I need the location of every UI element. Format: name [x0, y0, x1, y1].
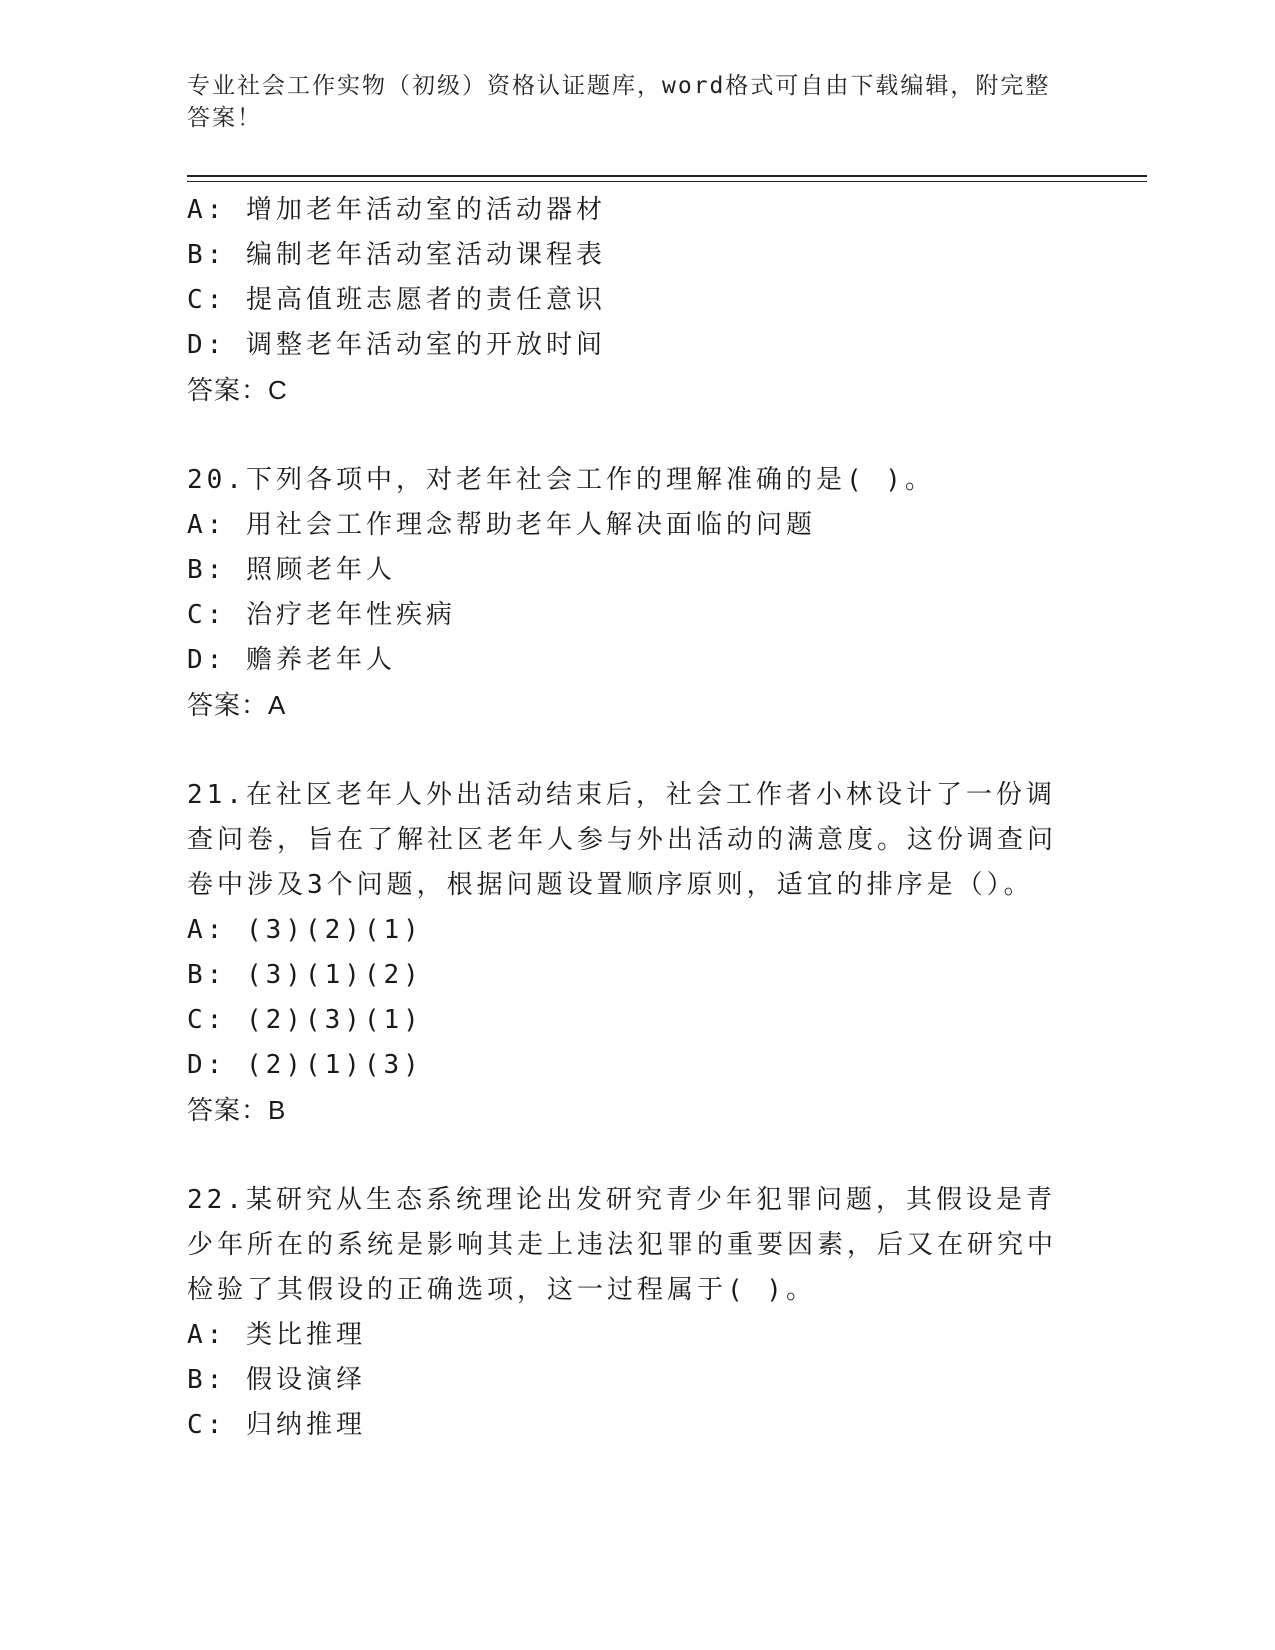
option-b: B: 照顾老年人	[187, 555, 396, 585]
option-b: B: (3)(1)(2)	[187, 960, 423, 990]
question-stem: 20.下列各项中，对老年社会工作的理解准确的是( )。	[187, 465, 935, 495]
option-a: A: 用社会工作理念帮助老年人解决面临的问题	[187, 510, 816, 540]
option-c: C: 治疗老年性疾病	[187, 600, 456, 630]
question-stem: 21.在社区老年人外出活动结束后，社会工作者小林设计了一份调查问卷，旨在了解社区老年人参与外出活动的满意度。这份调查问卷中涉及3个问题，根据问题设置顺序原则，适宜的排序是（）。	[187, 780, 1058, 900]
spacer	[187, 728, 1087, 773]
option-b: B: 编制老年活动室活动课程表	[187, 240, 606, 270]
option-d: D: 调整老年活动室的开放时间	[187, 330, 606, 360]
option-c: C: 提高值班志愿者的责任意识	[187, 285, 606, 315]
option-c: C: 归纳推理	[187, 1410, 366, 1440]
option-a: A: (3)(2)(1)	[187, 915, 423, 945]
option-a: A: 类比推理	[187, 1320, 366, 1350]
answer-line: 答案：C	[187, 375, 288, 405]
option-c: C: (2)(3)(1)	[187, 1005, 423, 1035]
question-19	[187, 188, 1087, 413]
option-d: D: 赡养老年人	[187, 645, 396, 675]
option-b: B: 假设演绎	[187, 1365, 366, 1395]
option-d: D: (2)(1)(3)	[187, 1050, 423, 1080]
question-22	[187, 1178, 1087, 1448]
question-20	[187, 458, 1087, 728]
question-list	[187, 188, 1087, 1448]
answer-line: 答案：B	[187, 1095, 287, 1125]
question-21	[187, 773, 1087, 1133]
spacer	[187, 1133, 1087, 1178]
option-a: A: 增加老年活动室的活动器材	[187, 195, 606, 225]
header-rule-thin	[187, 181, 1147, 182]
spacer	[187, 413, 1087, 458]
page-header: 专业社会工作实物（初级）资格认证题库，word格式可自由下载编辑，附完整答案！	[187, 73, 1051, 131]
answer-line: 答案：A	[187, 690, 287, 720]
header-rule-thick	[187, 175, 1147, 177]
question-stem: 22.某研究从生态系统理论出发研究青少年犯罪问题，其假设是青少年所在的系统是影响其走上违法犯罪的重要因素，后又在研究中检验了其假设的正确选项，这一过程属于( )。	[187, 1185, 1058, 1305]
